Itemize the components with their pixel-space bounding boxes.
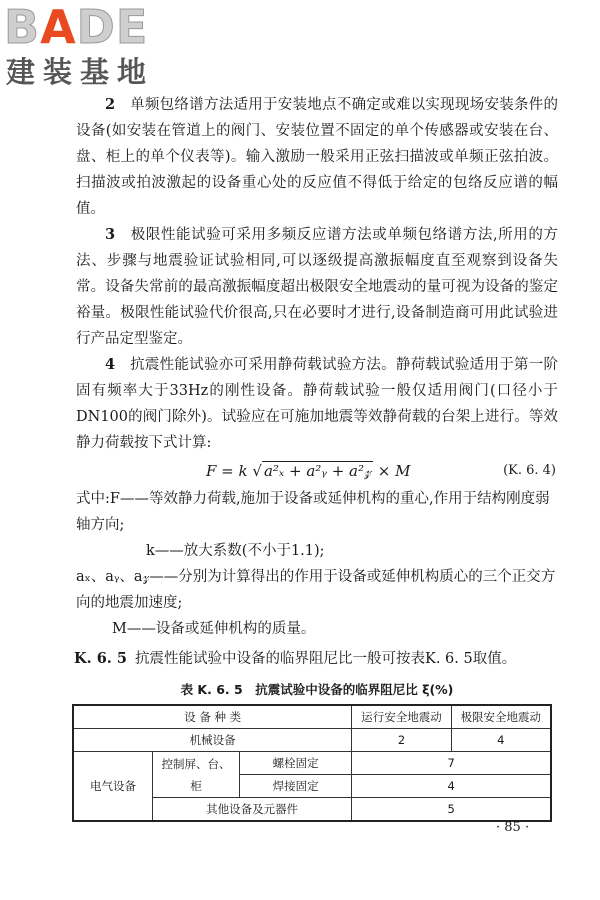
cell-mech-label: 机械设备 [73,729,352,752]
table-title: 表 K. 6. 5 抗震试验中设备的临界阻尼比 ξ(%) [180,682,454,697]
cell-other-label: 其他设备及元器件 [153,798,352,822]
paragraph-3: 3 极限性能试验可采用多频反应谱方法或单频包络谱方法,所用的方法、步骤与地震验证试验相同,可以逐级提高激振幅度直至观察到设备失常。设备失常前的最高激振幅度超出极限安全地震动的量可视为设备的鉴定裕量。极限性能试验代价很高,只在必要时才进行,设备制造商可用此试验进行产品定型鉴定。 [76,226,558,347]
definition-a: aₓ、aᵧ、a𝓏——分别为计算得出的作用于设备或延伸机构质心的三个正交方向的地震加速度; [76,569,556,611]
damping-table [72,704,552,822]
cell-mech-v2: 4 [451,729,551,752]
cell-mech-v1: 2 [352,729,451,752]
cell-elec-group: 电气设备 [73,752,153,822]
paragraph-2: 2 单频包络谱方法适用于安装地点不确定或难以实现现场安装条件的设备(如安装在管道上的阀门、安装位置不固定的单个传感器或安装在台、盘、柜上的单个仪表等)。输入激励一般采用正弦扫描波或单频正弦拍波。扫描波或拍波激起的设备重心处的反应值不得低于给定的包络反应谱的幅值。 [76,96,559,217]
cell-other-value: 5 [352,798,551,822]
cell-weld-label: 焊接固定 [240,775,352,798]
logo-wordmark: BADE [4,0,149,54]
cell-bolt-value: 7 [352,752,551,775]
cell-weld-value: 4 [352,775,551,798]
formula-expression: F = k √ a²ₓ + a²ᵧ + a²𝓏 × M [206,462,411,480]
definition-k: k——放大系数(不小于1.1); [146,543,325,559]
table-row [73,729,551,752]
table-header-row [73,705,551,729]
definition-f: 式中:F——等效静力荷载,施加于设备或延伸机构的重心,作用于结构刚度弱轴方向; [76,491,550,533]
header-sse: 极限安全地震动 [451,705,551,729]
formula-number: (K. 6. 4) [503,463,556,478]
cell-elec-subgroup: 控制屏、台、柜 [153,752,240,798]
logo-subtitle: 建装基地 [6,55,155,89]
cell-bolt-label: 螺栓固定 [240,752,352,775]
section-k65: K. 6. 5 抗震性能试验中设备的临界阻尼比一般可按表K. 6. 5取值。 [74,650,517,667]
definition-m: M——设备或延伸机构的质量。 [112,621,316,637]
header-category: 设 备 种 类 [73,705,352,729]
formula-k64 [76,456,558,486]
brand-logo [0,0,180,90]
page-number: · 85 · [496,820,530,835]
table-row [73,752,551,775]
paragraph-4: 4 抗震性能试验亦可采用静荷载试验方法。静荷载试验适用于第一阶固有频率大于33Hz的刚性设备。静荷载试验一般仅适用阀门(口径小于DN100的阀门除外)。试验应在可施加地震等效静荷载的台架上进行。等效静力荷载按下式计算: [76,356,559,451]
header-obe: 运行安全地震动 [352,705,451,729]
document-body [76,92,558,822]
